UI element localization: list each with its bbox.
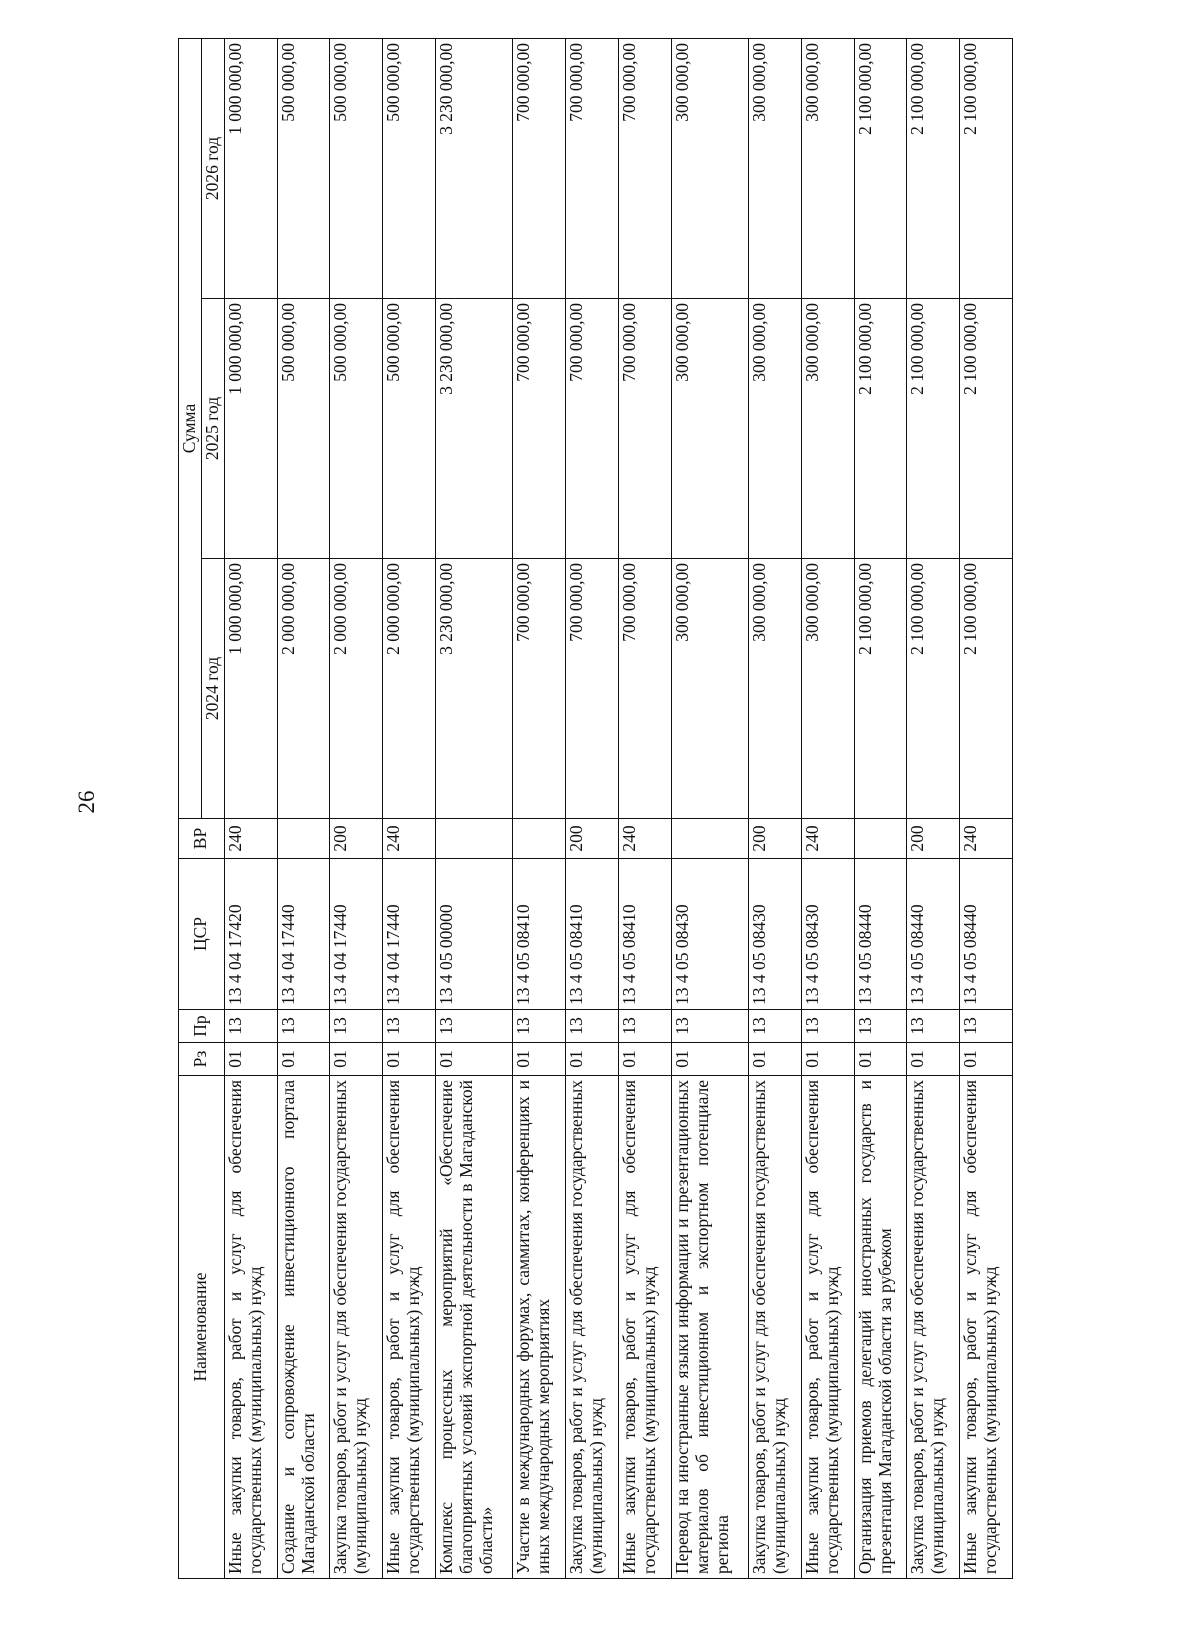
- cell-rz: 01: [749, 1043, 802, 1076]
- table-row: [801, 38, 854, 1578]
- cell-amount-2025: 500 000,00: [277, 299, 330, 559]
- table-row: [671, 38, 748, 1578]
- cell-vr: 240: [618, 819, 671, 859]
- cell-amount-2026: 300 000,00: [671, 38, 748, 298]
- cell-vr: [513, 819, 566, 859]
- cell-csr: 13 4 04 17440: [330, 859, 383, 1010]
- table-row: [513, 38, 566, 1578]
- page-number: 26: [74, 790, 99, 814]
- cell-csr: 13 4 05 00000: [436, 859, 513, 1010]
- table-row: [383, 38, 436, 1578]
- cell-amount-2024: 300 000,00: [671, 559, 748, 819]
- table-row: [907, 38, 960, 1578]
- header-csr: ЦСР: [179, 859, 225, 1010]
- cell-pr: 13: [801, 1010, 854, 1043]
- cell-amount-2024: 3 230 000,00: [436, 559, 513, 819]
- cell-pr: 13: [671, 1010, 748, 1043]
- cell-pr: 13: [224, 1010, 277, 1043]
- cell-amount-2025: 500 000,00: [330, 299, 383, 559]
- cell-vr: 240: [383, 819, 436, 859]
- cell-name: Создание и сопровождение инвестиционного портала Магаданской области: [277, 1076, 330, 1579]
- table-row: [618, 38, 671, 1578]
- cell-pr: 13: [436, 1010, 513, 1043]
- cell-amount-2024: 2 000 000,00: [383, 559, 436, 819]
- cell-name: Перевод на иностранные языки информации и презентационных материалов об инвестиционном и экспортном потенциале региона: [671, 1076, 748, 1579]
- cell-csr: 13 4 05 08410: [513, 859, 566, 1010]
- cell-amount-2024: 2 100 000,00: [960, 559, 1013, 819]
- cell-rz: 01: [513, 1043, 566, 1076]
- cell-rz: 01: [854, 1043, 907, 1076]
- cell-name: Иные закупки товаров, работ и услуг для обеспечения государственных (муниципальных) нужд: [618, 1076, 671, 1579]
- cell-amount-2025: 2 100 000,00: [907, 299, 960, 559]
- cell-rz: 01: [618, 1043, 671, 1076]
- cell-amount-2026: 2 100 000,00: [907, 38, 960, 298]
- cell-vr: 200: [566, 819, 619, 859]
- cell-amount-2024: 2 100 000,00: [907, 559, 960, 819]
- cell-csr: 13 4 04 17440: [383, 859, 436, 1010]
- cell-rz: 01: [224, 1043, 277, 1076]
- header-year-2026: 2026 год: [201, 38, 224, 298]
- header-pr: Пр: [179, 1010, 225, 1043]
- cell-rz: 01: [383, 1043, 436, 1076]
- cell-rz: 01: [330, 1043, 383, 1076]
- cell-vr: [671, 819, 748, 859]
- cell-vr: 240: [801, 819, 854, 859]
- cell-vr: 200: [749, 819, 802, 859]
- table-row: [566, 38, 619, 1578]
- budget-table: [178, 38, 1013, 1579]
- cell-pr: 13: [960, 1010, 1013, 1043]
- cell-amount-2025: 300 000,00: [801, 299, 854, 559]
- cell-amount-2024: 2 000 000,00: [330, 559, 383, 819]
- table-row: [436, 38, 513, 1578]
- cell-rz: 01: [277, 1043, 330, 1076]
- table-row: [960, 38, 1013, 1578]
- cell-amount-2026: 500 000,00: [383, 38, 436, 298]
- cell-amount-2026: 300 000,00: [801, 38, 854, 298]
- cell-csr: 13 4 05 08440: [854, 859, 907, 1010]
- cell-amount-2025: 2 100 000,00: [854, 299, 907, 559]
- cell-rz: 01: [907, 1043, 960, 1076]
- cell-name: Иные закупки товаров, работ и услуг для обеспечения государственных (муниципальных) нужд: [960, 1076, 1013, 1579]
- header-sum: Сумма: [179, 38, 202, 818]
- cell-rz: 01: [960, 1043, 1013, 1076]
- cell-vr: [277, 819, 330, 859]
- cell-amount-2025: 300 000,00: [749, 299, 802, 559]
- cell-pr: 13: [277, 1010, 330, 1043]
- cell-name: Организация приемов делегаций иностранных государств и презентация Магаданской области за рубежом: [854, 1076, 907, 1579]
- header-name: Наименование: [179, 1076, 225, 1579]
- header-year-2024: 2024 год: [201, 559, 224, 819]
- cell-vr: 200: [330, 819, 383, 859]
- cell-csr: 13 4 05 08440: [907, 859, 960, 1010]
- cell-name: Комплекс процессных мероприятий «Обеспечение благоприятных условий экспортной деятельности в Магаданской области»: [436, 1076, 513, 1579]
- cell-amount-2026: 700 000,00: [618, 38, 671, 298]
- cell-amount-2026: 2 100 000,00: [960, 38, 1013, 298]
- rotated-table-container: [178, 39, 1013, 1579]
- cell-amount-2024: 700 000,00: [618, 559, 671, 819]
- cell-pr: 13: [513, 1010, 566, 1043]
- cell-csr: 13 4 05 08430: [801, 859, 854, 1010]
- cell-amount-2026: 1 000 000,00: [224, 38, 277, 298]
- cell-rz: 01: [566, 1043, 619, 1076]
- cell-vr: 200: [907, 819, 960, 859]
- cell-name: Закупка товаров, работ и услуг для обеспечения государственных (муниципальных) нужд: [907, 1076, 960, 1579]
- cell-name: Закупка товаров, работ и услуг для обеспечения государственных (муниципальных) нужд: [749, 1076, 802, 1579]
- cell-csr: 13 4 05 08430: [671, 859, 748, 1010]
- cell-csr: 13 4 05 08410: [618, 859, 671, 1010]
- cell-pr: 13: [749, 1010, 802, 1043]
- cell-vr: [854, 819, 907, 859]
- cell-name: Закупка товаров, работ и услуг для обеспечения государственных (муниципальных) нужд: [566, 1076, 619, 1579]
- cell-csr: 13 4 04 17440: [277, 859, 330, 1010]
- cell-amount-2026: 500 000,00: [277, 38, 330, 298]
- cell-amount-2026: 2 100 000,00: [854, 38, 907, 298]
- cell-amount-2025: 500 000,00: [383, 299, 436, 559]
- cell-rz: 01: [801, 1043, 854, 1076]
- cell-vr: 240: [960, 819, 1013, 859]
- cell-amount-2024: 700 000,00: [513, 559, 566, 819]
- cell-amount-2026: 300 000,00: [749, 38, 802, 298]
- cell-csr: 13 4 04 17420: [224, 859, 277, 1010]
- cell-amount-2024: 1 000 000,00: [224, 559, 277, 819]
- cell-csr: 13 4 05 08440: [960, 859, 1013, 1010]
- cell-csr: 13 4 05 08430: [749, 859, 802, 1010]
- cell-amount-2024: 2 100 000,00: [854, 559, 907, 819]
- cell-amount-2025: 3 230 000,00: [436, 299, 513, 559]
- cell-pr: 13: [330, 1010, 383, 1043]
- table-body: [224, 38, 1012, 1578]
- table-row: [277, 38, 330, 1578]
- cell-vr: [436, 819, 513, 859]
- cell-pr: 13: [907, 1010, 960, 1043]
- cell-vr: 240: [224, 819, 277, 859]
- cell-amount-2026: 700 000,00: [566, 38, 619, 298]
- cell-name: Иные закупки товаров, работ и услуг для обеспечения государственных (муниципальных) нужд: [801, 1076, 854, 1579]
- cell-name: Иные закупки товаров, работ и услуг для обеспечения государственных (муниципальных) нужд: [224, 1076, 277, 1579]
- cell-name: Иные закупки товаров, работ и услуг для обеспечения государственных (муниципальных) нужд: [383, 1076, 436, 1579]
- header-vr: ВР: [179, 819, 225, 859]
- table-row: [224, 38, 277, 1578]
- cell-amount-2025: 300 000,00: [671, 299, 748, 559]
- header-year-2025: 2025 год: [201, 299, 224, 559]
- cell-amount-2024: 2 000 000,00: [277, 559, 330, 819]
- cell-csr: 13 4 05 08410: [566, 859, 619, 1010]
- cell-amount-2025: 2 100 000,00: [960, 299, 1013, 559]
- table-row: [854, 38, 907, 1578]
- cell-amount-2025: 700 000,00: [513, 299, 566, 559]
- cell-amount-2025: 1 000 000,00: [224, 299, 277, 559]
- header-rz: Рз: [179, 1043, 225, 1076]
- cell-amount-2024: 300 000,00: [801, 559, 854, 819]
- cell-rz: 01: [436, 1043, 513, 1076]
- cell-amount-2025: 700 000,00: [618, 299, 671, 559]
- cell-pr: 13: [854, 1010, 907, 1043]
- header-row-top: [179, 38, 202, 1578]
- table-row: [749, 38, 802, 1578]
- cell-amount-2026: 500 000,00: [330, 38, 383, 298]
- cell-name: Участие в международных форумах, саммитах, конференциях и иных международных мероприятиях: [513, 1076, 566, 1579]
- table-row: [330, 38, 383, 1578]
- cell-amount-2026: 700 000,00: [513, 38, 566, 298]
- cell-rz: 01: [671, 1043, 748, 1076]
- cell-pr: 13: [383, 1010, 436, 1043]
- cell-pr: 13: [566, 1010, 619, 1043]
- cell-amount-2024: 700 000,00: [566, 559, 619, 819]
- cell-amount-2026: 3 230 000,00: [436, 38, 513, 298]
- cell-amount-2024: 300 000,00: [749, 559, 802, 819]
- cell-amount-2025: 700 000,00: [566, 299, 619, 559]
- cell-pr: 13: [618, 1010, 671, 1043]
- cell-name: Закупка товаров, работ и услуг для обеспечения государственных (муниципальных) нужд: [330, 1076, 383, 1579]
